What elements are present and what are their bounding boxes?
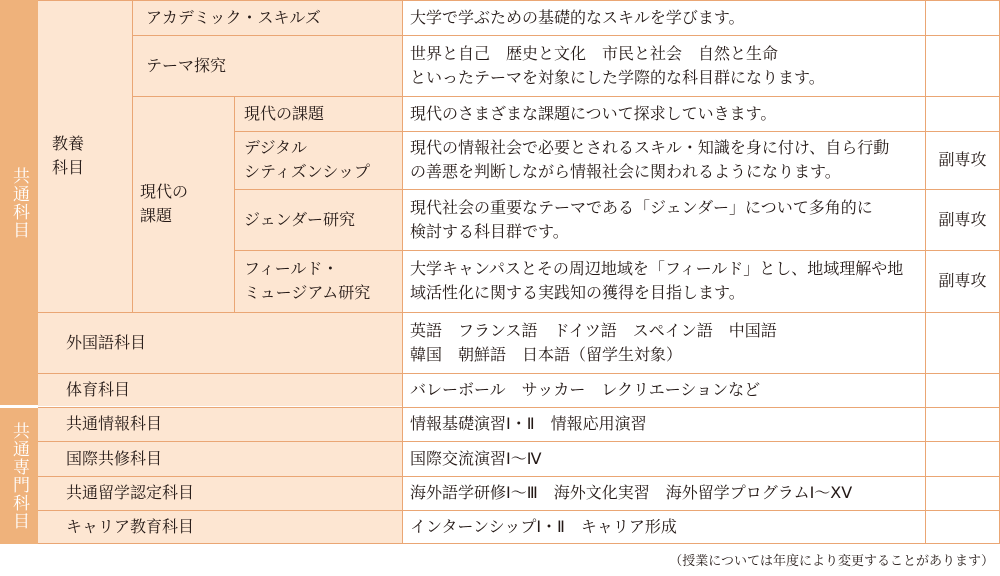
row-title-text: 共通留学認定科目 (66, 483, 195, 502)
grid-line (38, 441, 999, 442)
row-desc (402, 476, 925, 510)
row-title-modern-issues (234, 96, 402, 131)
side-label-common (0, 0, 38, 405)
row-title-gender-studies (234, 189, 402, 250)
row-desc-text: 現代の情報社会で必要とされるスキル・知識を身に付け、自ら行動 の善悪を判断しながら情報社会に関われるようになります。 (410, 138, 890, 181)
grid-line (234, 189, 999, 190)
grid-line (402, 0, 403, 544)
row-desc (402, 189, 925, 250)
minor-badge-text: 副専攻 (938, 209, 987, 229)
row-desc (402, 96, 925, 131)
grid-line (234, 131, 999, 132)
row-title-text: 現代の課題 (244, 103, 325, 123)
row-title-intl-co-learning (38, 441, 402, 476)
row-desc (402, 441, 925, 476)
row-title-physical-education (38, 373, 402, 407)
row-desc (402, 510, 925, 544)
minor-badge-digital-citizenship (925, 131, 1000, 189)
row-desc-text: 英語 フランス語 ドイツ語 スペイン語 中国語 韓国 朝鮮語 日本語（留学生対象） (410, 320, 777, 364)
minor-badge-text: 副専攻 (938, 271, 987, 290)
row-desc-text: 国際交流演習Ⅰ～Ⅳ (410, 448, 542, 468)
row-title-field-museum (234, 250, 402, 312)
grid-line (132, 96, 999, 97)
row-title-career (38, 510, 402, 544)
row-title-text: 共通情報科目 (66, 414, 163, 433)
row-desc (402, 373, 925, 407)
row-title-digital-citizenship (234, 131, 402, 189)
minor-badge-text: 副専攻 (938, 150, 987, 169)
side-label-common-specialized (0, 407, 38, 544)
side-label-common-specialized-text: 共通専門科目 (9, 421, 29, 530)
row-title-text: デジタル シティズンシップ (244, 138, 371, 181)
row-title-text: テーマ探究 (146, 55, 227, 75)
row-title-text: 国際共修科目 (66, 448, 163, 468)
row-title-study-abroad (38, 476, 402, 510)
grid-line (38, 543, 999, 544)
group-modern-issues-label: 現代の 課題 (140, 182, 189, 225)
row-title-text: キャリア教育科目 (66, 517, 195, 536)
row-desc (402, 250, 925, 312)
row-title-text: アカデミック・スキルズ (146, 7, 321, 27)
row-desc (402, 35, 925, 96)
grid-line (234, 96, 235, 312)
row-title-foreign-languages (38, 312, 402, 373)
grid-line (38, 312, 999, 313)
grid-line (132, 0, 133, 312)
row-desc-text: インターンシップⅠ・Ⅱ キャリア形成 (410, 517, 677, 536)
row-title-common-info (38, 407, 402, 441)
grid-line (132, 35, 999, 36)
row-title-academic-skills (132, 0, 402, 35)
grid-line (38, 0, 999, 1)
row-desc-text: 情報基礎演習Ⅰ・Ⅱ 情報応用演習 (410, 414, 647, 433)
group-liberal-arts-label: 教養 科目 (52, 134, 85, 177)
row-desc (402, 312, 925, 373)
row-desc (402, 0, 925, 35)
footnote: （授業については年度により変更することがあります） (669, 554, 994, 569)
grid-line (38, 510, 999, 511)
row-title-text: フィールド・ ミュージアム研究 (244, 259, 371, 302)
row-desc-text: 海外語学研修Ⅰ～Ⅲ 海外文化実習 海外留学プログラムⅠ～ⅩⅤ (410, 483, 853, 502)
minor-badge-gender-studies (925, 189, 1000, 250)
row-desc-text: 現代のさまざまな課題について探求していきます。 (410, 103, 777, 123)
group-liberal-arts (38, 0, 132, 312)
side-label-common-text: 共通科目 (9, 166, 29, 239)
row-title-theme-inquiry (132, 35, 402, 96)
grid-line (38, 373, 999, 374)
row-title-text: 外国語科目 (66, 332, 147, 352)
grid-line (38, 476, 999, 477)
grid-line (234, 250, 999, 251)
minor-badge-field-museum (925, 250, 1000, 312)
row-desc-text: 現代社会の重要なテーマである「ジェンダー」について多角的に 検討する科目群です。 (410, 197, 873, 241)
row-desc-text: 世界と自己 歴史と文化 市民と社会 自然と生命 といったテーマを対象にした学際的な科目群になります。 (410, 43, 825, 87)
row-desc (402, 131, 925, 189)
grid-line (38, 407, 999, 408)
row-title-text: ジェンダー研究 (244, 209, 356, 229)
row-title-text: 体育科目 (66, 380, 131, 399)
row-desc-text: 大学キャンパスとその周辺地域を「フィールド」とし、地域理解や地 域活性化に関する実践知の獲得を目指します。 (410, 259, 904, 302)
row-desc-text: 大学で学ぶための基礎的なスキルを学びます。 (410, 7, 745, 27)
row-desc-text: バレーボール サッカー レクリエーションなど (410, 380, 761, 399)
row-desc (402, 407, 925, 441)
grid-line (925, 0, 926, 544)
group-modern-issues (132, 96, 234, 312)
